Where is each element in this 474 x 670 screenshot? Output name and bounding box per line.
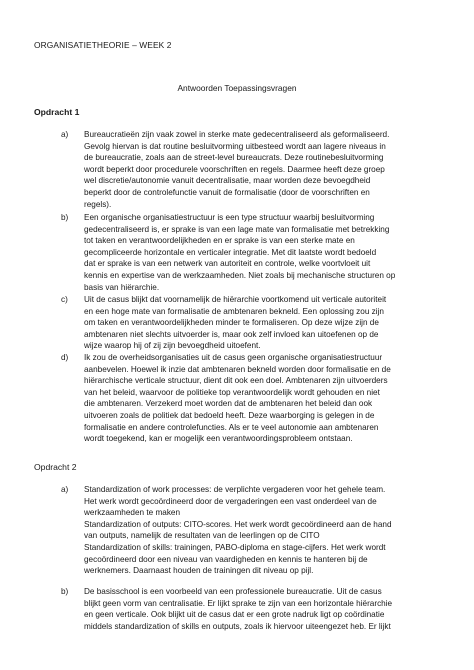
document-title: Antwoorden Toepassingsvragen <box>177 83 297 93</box>
text-line: Het werk wordt gecoördineerd door de vergaderingen een vast onderdeel van de <box>84 496 377 506</box>
text-line: kennis en expertise van de werkzaamheden. Niet zoals bij mechanische structuren op <box>84 270 396 280</box>
section-heading-opdracht-2: Opdracht 2 <box>34 462 77 472</box>
text-line: wel discretie/autonomie vanuit decentralisatie, maar worden deze bevoegdheid <box>84 176 371 186</box>
text-line: Een organische organisatiestructuur is een type structuur waarbij besluitvorming <box>84 213 375 222</box>
list-marker: a) <box>61 485 69 494</box>
text-line: gedecentraliseerd is, er sprake is van een lage mate van formalisatie met betrekking <box>84 224 390 234</box>
list-marker: c) <box>61 295 68 304</box>
text-line: wordt toegekend, kan er mogelijk een verantwoordingsprobleem ontstaan. <box>84 434 353 444</box>
text-line: Standardization of work processes: de verplichte vergaderen voor het gehele team. <box>84 485 386 494</box>
text-line: Uit de casus blijkt dat voornamelijk de hiërarchie voortkomend uit verticale autoriteit <box>84 295 387 304</box>
text-line: van het beleid, waarvoor de politieke top verantwoordelijk wordt gehouden en niet <box>84 387 380 397</box>
text-line: hiërarchische verticale structuur, dient dit ook een doel. Ambtenaren zijn uitvoerders <box>84 376 388 386</box>
list-item-text <box>84 294 472 352</box>
text-line: aanbevelen. Hoewel ik inzie dat ambtenaren bekneld worden door formalisatie en de <box>84 364 391 374</box>
text-line: formalisatie en andere controlefuncties. Als er te veel autonomie aan ambtenaren <box>84 422 379 432</box>
list-item-text <box>84 484 472 577</box>
text-line: werknemers. Daarnaast houden de trainingen dit niveau op pijl. <box>84 566 314 576</box>
text-line: Standardization of outputs: CITO-scores. Het werk wordt gecoördineerd aan de hand <box>84 519 392 529</box>
list-item-text <box>84 586 472 632</box>
text-line: werkzaamheden te maken <box>84 508 181 518</box>
text-line: gecompliceerde horizontale en verticaler integratie. Met dit laatste wordt bedoeld <box>84 247 377 257</box>
text-line: en geen verticale. Ook blijkt uit de casus dat er een grote nadruk ligt op coördinatie <box>84 610 385 620</box>
text-line: Standardization of skills: trainingen, PABO-diploma en stage-cijfers. Het werk wordt <box>84 542 386 552</box>
list-marker: d) <box>61 353 69 362</box>
text-line: middels standardization of skills en outputs, zoals ik hiervoor uiteengezet heb. Er lijkt <box>84 621 391 631</box>
text-line: Bureaucratieën zijn vaak zowel in sterke mate gedecentraliseerd als geformaliseerd. <box>84 130 390 139</box>
list-marker: a) <box>61 130 69 139</box>
list-marker: b) <box>61 587 69 596</box>
text-line: de bureaucratie, zoals aan de street-level bureaucrats. Deze routinebesluitvorming <box>84 153 384 163</box>
text-line: regels). <box>84 199 112 209</box>
list-item-text <box>84 212 472 293</box>
list-item-text <box>84 129 472 210</box>
list-item-text <box>84 352 472 445</box>
section-heading-opdracht-1: Opdracht 1 <box>34 107 80 117</box>
text-line: Ik zou de overheidsorganisaties uit de casus geen organische organisatiestructuur <box>84 353 383 362</box>
text-line: uitvoeren zoals de politiek dat bedoeld heeft. Deze waarborging is gelegen in de <box>84 410 375 420</box>
text-line: gecoördineerd door een niveau van vaardigheden en kennis te hanteren bij de <box>84 554 368 564</box>
text-line: blijkt geen vorm van centralisatie. Er lijkt sprake te zijn van een horizontale hiërarchie <box>84 598 393 608</box>
text-line: dat er sprake is van een netwerk van autoriteit en controle, welke voortvloeit uit <box>84 259 371 269</box>
text-line: van outputs, namelijk de resultaten van de leerlingen op de CITO <box>84 531 320 541</box>
text-line: om taken en verantwoordelijkheden minder te formaliseren. Op deze wijze zijn de <box>84 318 379 328</box>
text-line: Gevolg hiervan is dat routine besluitvorming uitbesteed wordt aan lagere niveaus in <box>84 141 386 151</box>
text-line: De basisschool is een voorbeeld van een professionele bureaucratie. Uit de casus <box>84 587 382 596</box>
text-line: die ambtenaren. Verzekerd moet worden dat de ambtenaren het beleid dan ook <box>84 399 373 409</box>
text-line: en een hoge mate van formalisatie de ambtenaren bekneld. Een oplossing zou zijn <box>84 306 384 316</box>
text-line: tot taken en verantwoordelijkheden en er sprake is van een sterke mate en <box>84 236 355 246</box>
page-header: ORGANISATIETHEORIE – WEEK 2 <box>34 40 172 50</box>
text-line: basis van hiërarchie. <box>84 282 160 292</box>
text-line: ambtenaren niet slechts uitvoerder is, maar ook zelf invloed kan uitoefenen op de <box>84 329 379 339</box>
text-line: wijze waarop hij of zij zijn bevoegdheid uitoefent. <box>84 341 261 351</box>
text-line: wordt beperkt door procedurele voorschriften en regels. Daarmee heeft deze groep <box>84 164 385 174</box>
list-marker: b) <box>61 213 69 222</box>
text-line: beperkt door de controlefunctie vanuit de formalisatie (door de voorschriften en <box>84 187 370 197</box>
